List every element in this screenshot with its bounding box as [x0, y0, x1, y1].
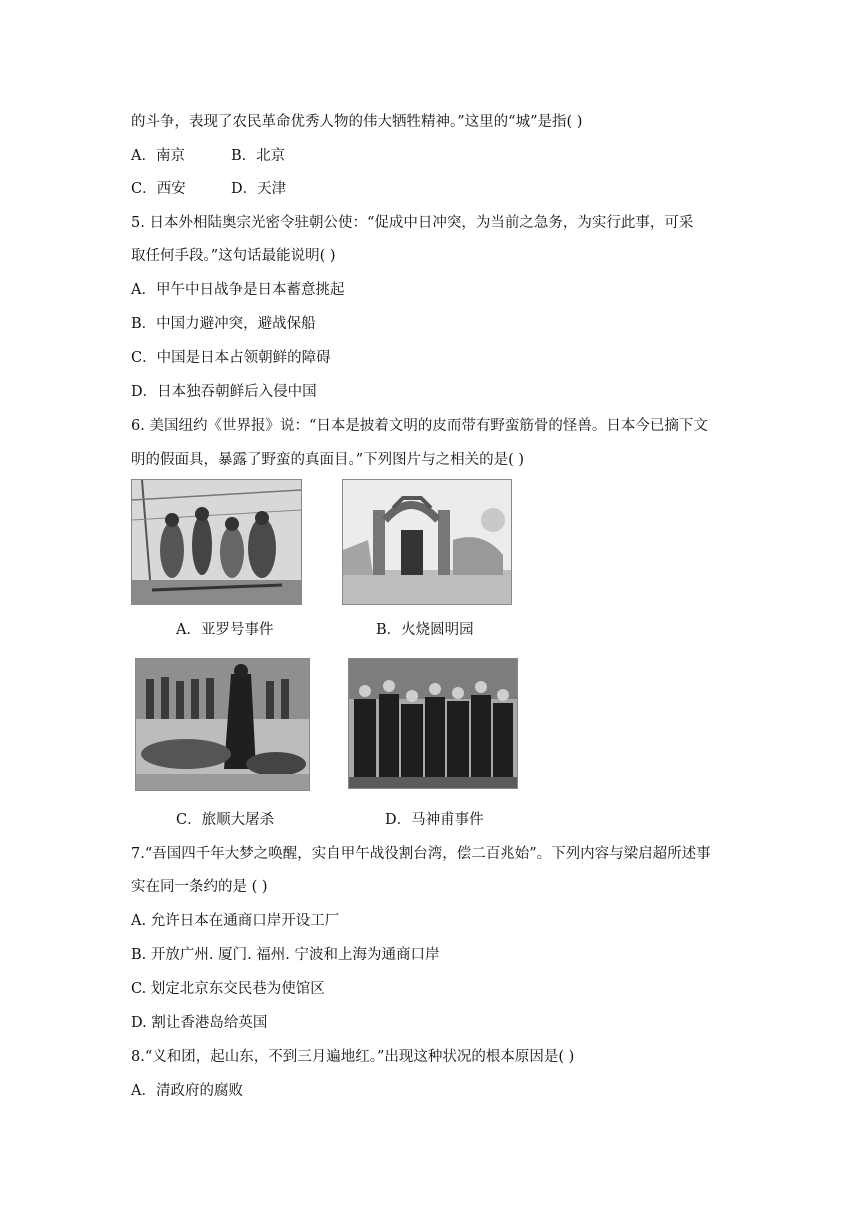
- question-8-option-a: A．清政府的腐败: [131, 1083, 243, 1099]
- caption-b: B．火烧圆明园: [376, 622, 474, 638]
- question-6-line-1: 6. 美国纽约《世界报》说：“日本是披着文明的皮而带有野蛮筋骨的怪兽。日本今已摘下文: [131, 418, 708, 434]
- option-c: C．西安: [131, 181, 186, 197]
- question-4-options-row-1: [131, 146, 286, 166]
- question-5-option-a: A．甲午中日战争是日本蓄意挑起: [131, 282, 345, 298]
- caption-c: C．旅顺大屠杀: [176, 812, 275, 828]
- image-ma-shenfu-incident: [348, 658, 518, 789]
- question-7-option-b: B. 开放广州. 厦门. 福州. 宁波和上海为通商口岸: [131, 947, 440, 963]
- question-7-option-d: D. 割让香港岛给英国: [131, 1015, 268, 1031]
- question-5-option-b: B．中国力避冲突，避战保船: [131, 316, 316, 332]
- question-5-option-d: D．日本独吞朝鲜后入侵中国: [131, 384, 317, 400]
- question-7-line-2: 实在同一条约的是 ( ): [131, 879, 268, 895]
- caption-a: A．亚罗号事件: [176, 622, 274, 638]
- question-7-line-1: 7.“吾国四千年大梦之唤醒，实自甲午战役割台湾，偿二百兆始”。下列内容与梁启超所述事: [131, 846, 711, 862]
- question-5-line-2: 取任何手段。”这句话最能说明( ): [131, 248, 336, 264]
- image-lushun-massacre: [135, 658, 310, 791]
- question-4-options-row-2: [131, 179, 287, 199]
- question-5-option-c: C．中国是日本占领朝鲜的障碍: [131, 350, 331, 366]
- option-d: D．天津: [231, 181, 287, 197]
- question-5-line-1: 5. 日本外相陆奥宗光密令驻朝公使：“促成中日冲突，为当前之急务，为实行此事，可采: [131, 215, 694, 231]
- question-7-option-a: A. 允许日本在通商口岸开设工厂: [131, 913, 340, 929]
- image-arrow-incident: [131, 479, 302, 605]
- question-4-text: 的斗争，表现了农民革命优秀人物的伟大牺牲精神。”这里的“城”是指( ): [131, 114, 583, 130]
- option-a: A．南京: [131, 148, 185, 164]
- question-7-option-c: C. 划定北京东交民巷为使馆区: [131, 981, 325, 997]
- image-old-summer-palace: [342, 479, 512, 605]
- caption-d: D．马神甫事件: [385, 812, 484, 828]
- question-8-line-1: 8.“义和团，起山东，不到三月遍地红。”出现这种状况的根本原因是( ): [131, 1049, 575, 1065]
- option-b: B．北京: [231, 148, 286, 164]
- question-6-line-2: 明的假面具，暴露了野蛮的真面目。”下列图片与之相关的是( ): [131, 452, 525, 468]
